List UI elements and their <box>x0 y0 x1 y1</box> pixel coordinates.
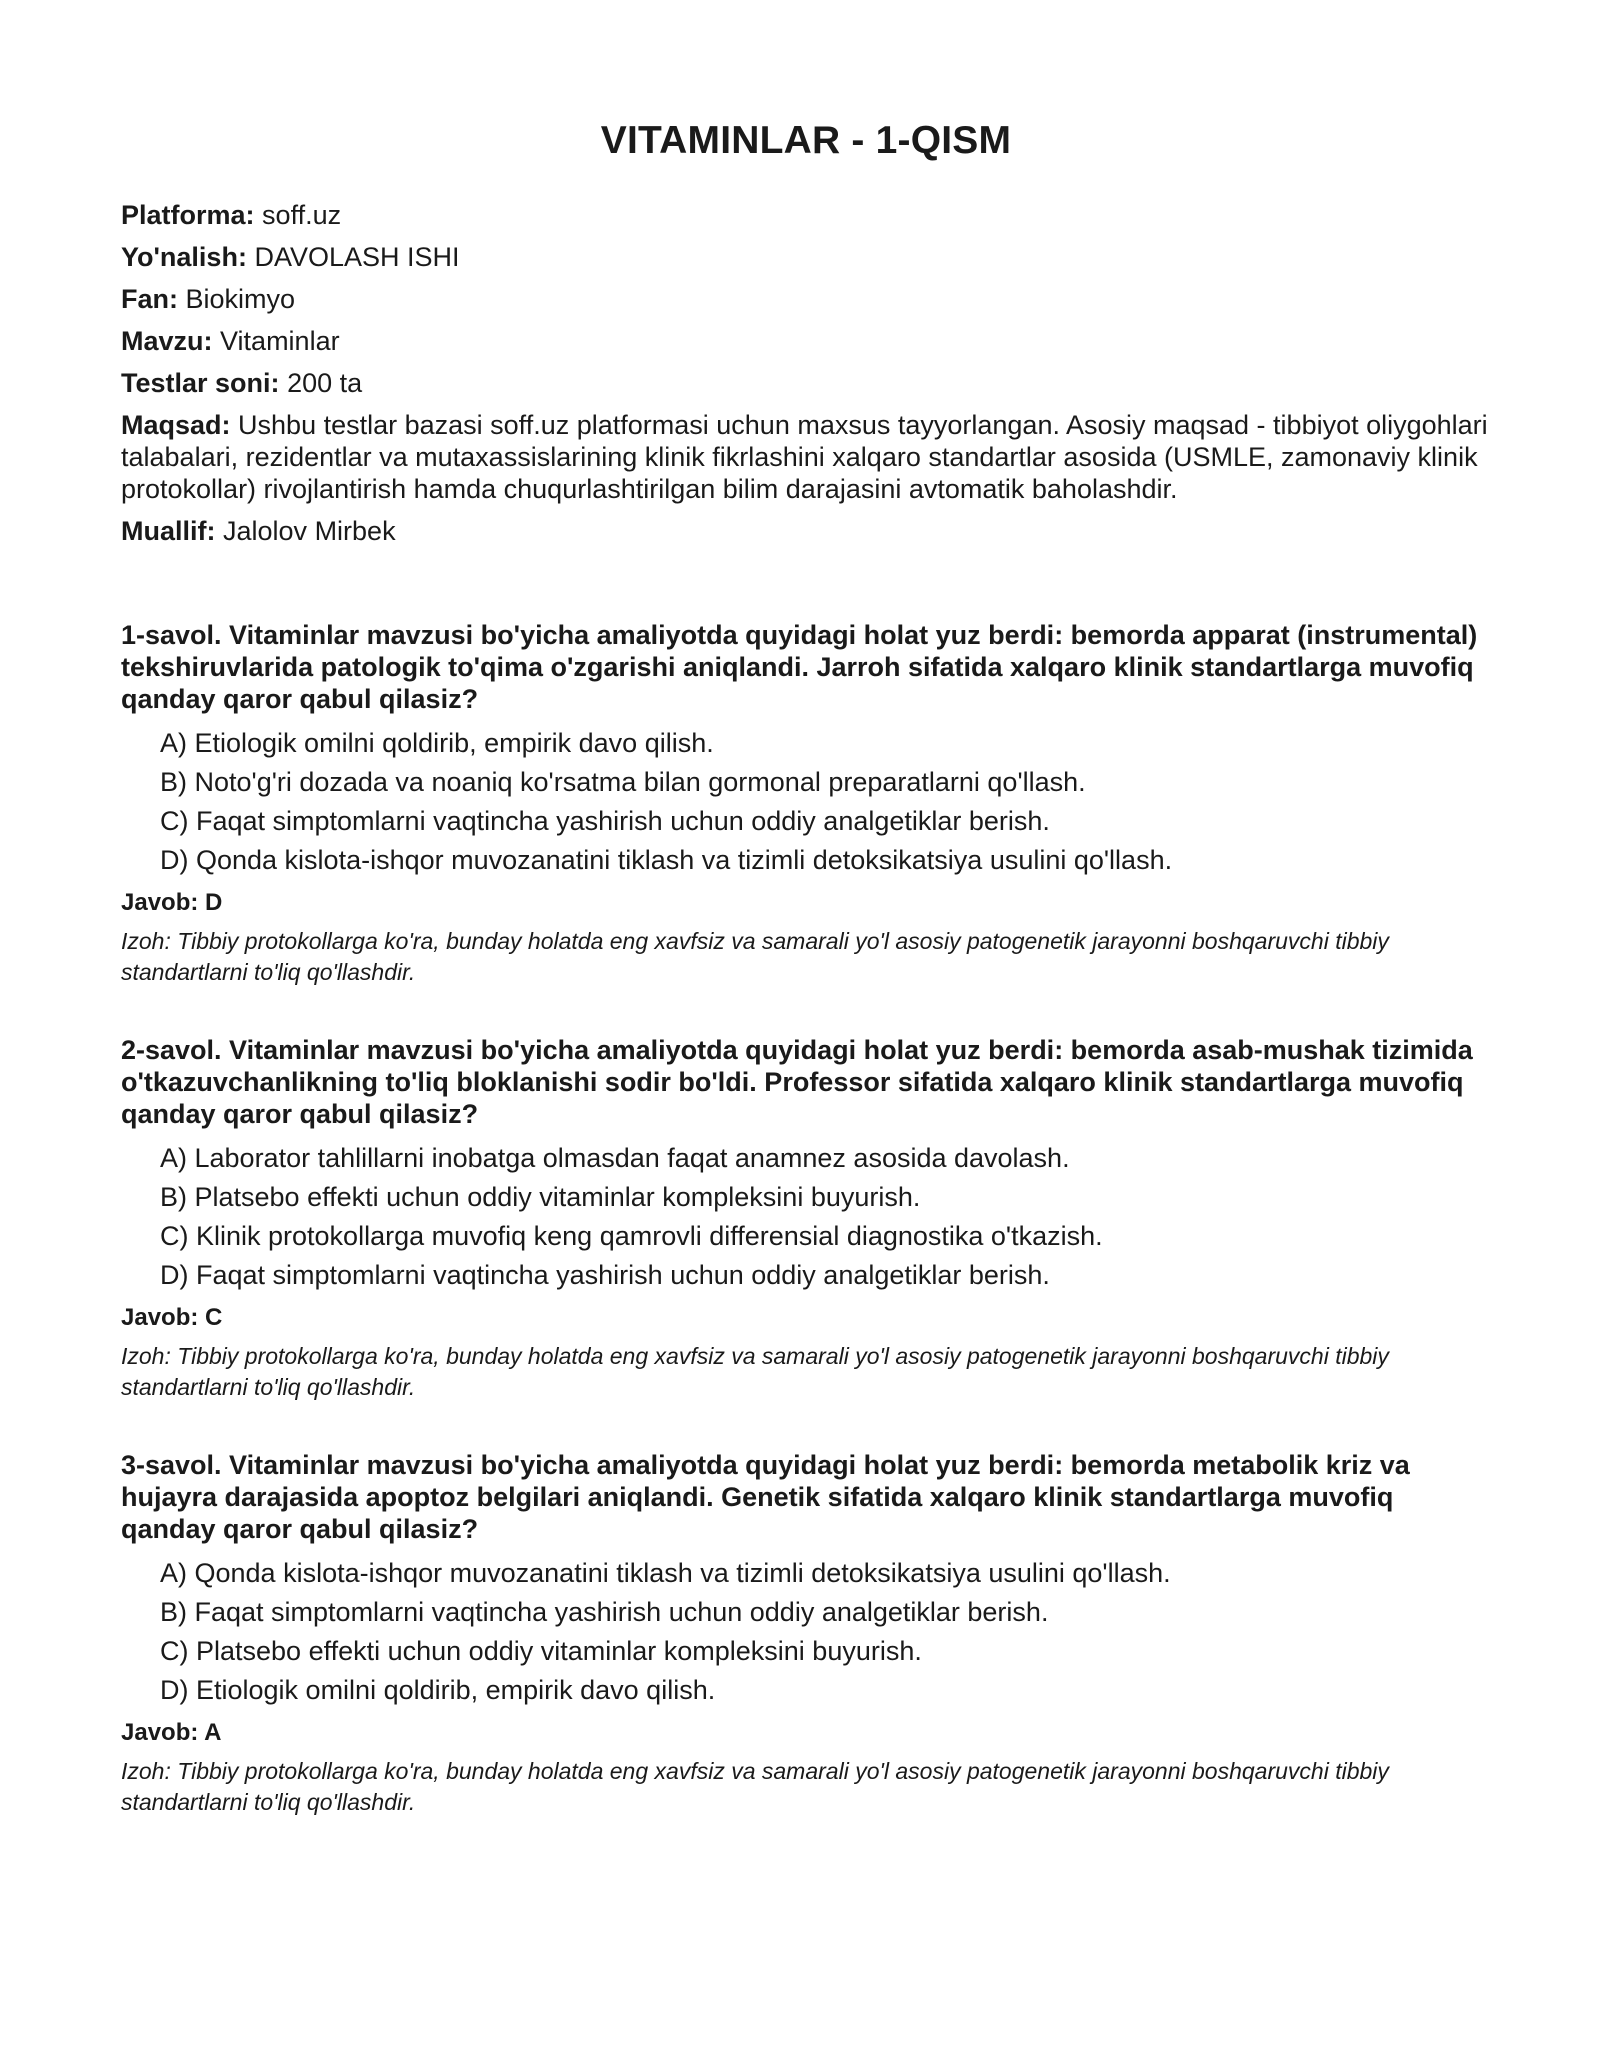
option-a: A) Qonda kislota-ishqor muvozanatini tiklash va tizimli detoksikatsiya usulini qo'llash. <box>160 1557 1171 1588</box>
correct-answer: Javob: A <box>121 1718 222 1746</box>
meta-purpose <box>121 409 1491 505</box>
option-c: C) Platsebo effekti uchun oddiy vitaminlar kompleksini buyurish. <box>160 1635 922 1666</box>
meta-label: Mavzu: <box>121 325 213 356</box>
meta-value: DAVOLASH ISHI <box>254 241 460 272</box>
meta-label: Fan: <box>121 283 178 314</box>
meta-value: Jalolov Mirbek <box>223 515 396 546</box>
option-a: A) Etiologik omilni qoldirib, empirik davo qilish. <box>160 727 714 758</box>
meta-value: Biokimyo <box>185 283 296 314</box>
meta-platform <box>121 199 1491 231</box>
answer-explanation: Izoh: Tibbiy protokollarga ko'ra, bunday holatda eng xavfsiz va samarali yo'l asosiy patogenetik jarayonni boshqaruvchi tibbiy standartlarni to'liq qo'llashdir. <box>121 1757 1389 1815</box>
correct-answer: Javob: C <box>121 1303 223 1331</box>
meta-value: Vitaminlar <box>220 325 340 356</box>
question-text: 2-savol. Vitaminlar mavzusi bo'yicha amaliyotda quyidagi holat yuz berdi: bemorda asab-mushak tizimida o'tkazuvchanlikning to'liq bloklanishi sodir bo'ldi. Professor sifatida xalqaro klinik standartlarga muvofiq qanday qaror qabul qilasiz? <box>121 1034 1473 1129</box>
meta-label: Platforma: <box>121 199 255 230</box>
option-d: D) Etiologik omilni qoldirib, empirik davo qilish. <box>160 1674 716 1705</box>
meta-author <box>121 515 1491 547</box>
option-a: A) Laborator tahlillarni inobatga olmasdan faqat anamnez asosida davolash. <box>160 1142 1070 1173</box>
question-text: 3-savol. Vitaminlar mavzusi bo'yicha amaliyotda quyidagi holat yuz berdi: bemorda metabolik kriz va hujayra darajasida apoptoz belgilari aniqlandi. Genetik sifatida xalqaro klinik standartlarga muvofiq qanday qaror qabul qilasiz? <box>121 1449 1410 1544</box>
question-item <box>121 619 1491 988</box>
answer-options <box>121 727 1491 876</box>
option-c: C) Faqat simptomlarni vaqtincha yashirish uchun oddiy analgetiklar berish. <box>160 805 1050 836</box>
meta-subject <box>121 283 1491 315</box>
question-item <box>121 1034 1491 1403</box>
answer-options <box>121 1142 1491 1291</box>
question-list <box>121 619 1491 1818</box>
answer-options <box>121 1557 1491 1706</box>
question-text: 1-savol. Vitaminlar mavzusi bo'yicha amaliyotda quyidagi holat yuz berdi: bemorda apparat (instrumental) tekshiruvlarida patologik to'qima o'zgarishi aniqlandi. Jarroh sifatida xalqaro klinik standartlarga muvofiq qanday qaror qabul qilasiz? <box>121 619 1478 714</box>
meta-label: Maqsad: <box>121 409 231 440</box>
option-b: B) Noto'g'ri dozada va noaniq ko'rsatma bilan gormonal preparatlarni qo'llash. <box>160 766 1086 797</box>
correct-answer: Javob: D <box>121 888 223 916</box>
meta-label: Muallif: <box>121 515 216 546</box>
option-d: D) Qonda kislota-ishqor muvozanatini tiklash va tizimli detoksikatsiya usulini qo'llash. <box>160 844 1173 875</box>
document-metadata <box>121 199 1491 547</box>
meta-label: Yo'nalish: <box>121 241 247 272</box>
meta-test-count <box>121 367 1491 399</box>
option-b: B) Platsebo effekti uchun oddiy vitaminlar kompleksini buyurish. <box>160 1181 921 1212</box>
option-b: B) Faqat simptomlarni vaqtincha yashirish uchun oddiy analgetiklar berish. <box>160 1596 1049 1627</box>
answer-explanation: Izoh: Tibbiy protokollarga ko'ra, bunday holatda eng xavfsiz va samarali yo'l asosiy patogenetik jarayonni boshqaruvchi tibbiy standartlarni to'liq qo'llashdir. <box>121 927 1389 985</box>
document-title: VITAMINLAR - 1-QISM <box>600 119 1012 162</box>
answer-explanation: Izoh: Tibbiy protokollarga ko'ra, bunday holatda eng xavfsiz va samarali yo'l asosiy patogenetik jarayonni boshqaruvchi tibbiy standartlarni to'liq qo'llashdir. <box>121 1342 1389 1400</box>
meta-value: soff.uz <box>262 199 342 230</box>
question-item <box>121 1449 1491 1818</box>
meta-label: Testlar soni: <box>121 367 280 398</box>
meta-direction <box>121 241 1491 273</box>
document-page <box>121 118 1491 1864</box>
option-d: D) Faqat simptomlarni vaqtincha yashirish uchun oddiy analgetiklar berish. <box>160 1259 1050 1290</box>
meta-value: 200 ta <box>287 367 363 398</box>
meta-value: Ushbu testlar bazasi soff.uz platformasi uchun maxsus tayyorlangan. Asosiy maqsad - tibbiyot oliygohlari talabalari, rezidentlar va mutaxassislarining klinik fikrlashini xalqaro standartlar asosida (USMLE, zamonaviy klinik protokollar) rivojlantirish hamda chuqurlashtirilgan bilim darajasini avtomatik baholashdir. <box>121 409 1488 504</box>
option-c: C) Klinik protokollarga muvofiq keng qamrovli differensial diagnostika o'tkazish. <box>160 1220 1103 1251</box>
meta-topic <box>121 325 1491 357</box>
